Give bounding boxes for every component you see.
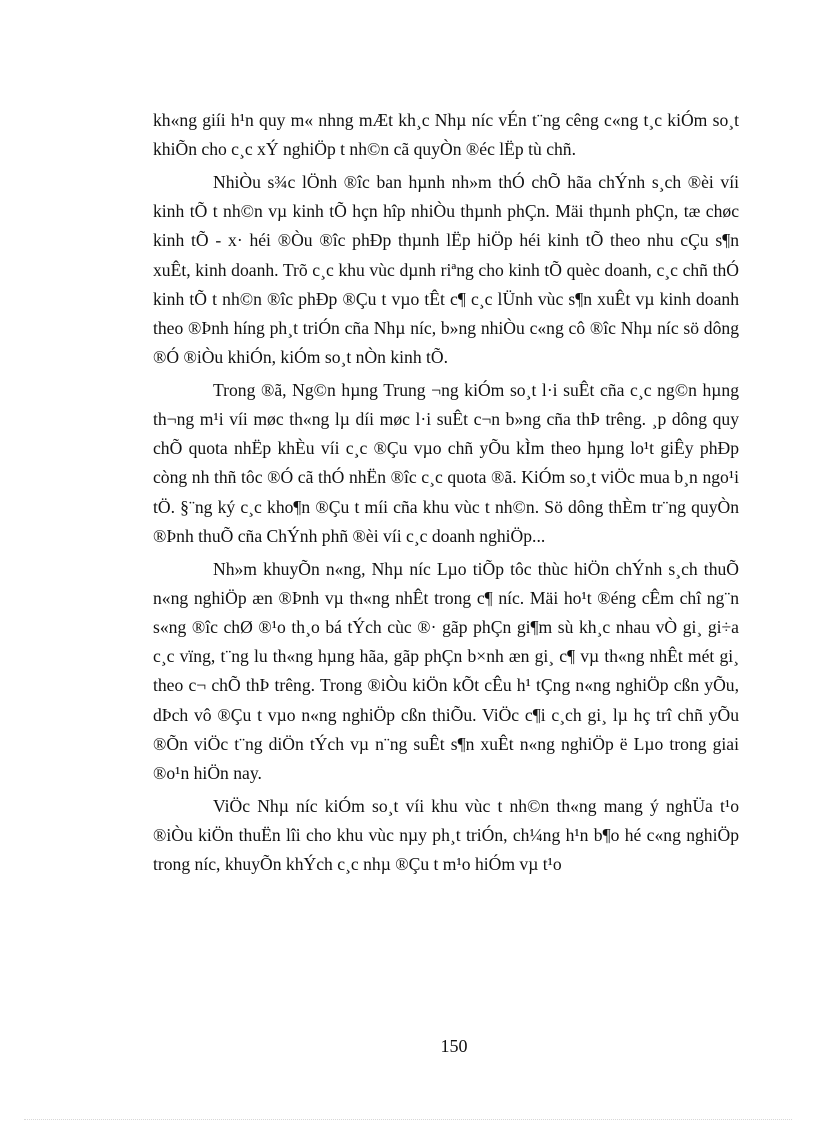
page-bottom-divider (24, 1119, 792, 1120)
paragraph-continuation: kh«ng giíi h¹n quy m« nhng mÆt kh¸c Nhµ níc vÉn t¨ng cêng c«ng t¸c kiÓm so¸t khiÕn cho c¸c xÝ nghiÖp t nh©n cã quyÒn ®éc lËp tù chñ. (153, 110, 739, 160)
paragraph-agriculture: Nh»m khuyÕn n«ng, Nhµ níc Lµo tiÕp tôc thùc hiÖn chÝnh s¸ch thuÕ n«ng nghiÖp æn ®Þnh vµ th«ng nhÊt trong c¶ níc. Mäi ho¹t ®éng cÊm chî ng¨n s«ng ®îc chØ ®¹o th¸o bá tÝch cùc ®· gãp phÇn gi¶m sù kh¸c nhau vÒ gi¸ gi÷a c¸c vïng, t¨ng lu th«ng hµng hãa, gãp phÇn b×nh æn gi¸ c¶ vµ th«ng nhÊt mét gi¸ theo c¬ chÕ thÞ trêng. Trong ®iÒu kiÖn kÕt cÊu h¹ tÇng n«ng nghiÖp cßn yÕu, dÞch vô ®Çu t vµo n«ng nghiÖp cßn thiÕu. ViÖc c¶i c¸ch gi¸ lµ hç trî chñ yÕu ®Õn viÖc t¨ng diÖn tÝch vµ n¨ng suÊt s¶n xuÊt n«ng nghiÖp ë Lµo trong giai ®o¹n hiÖn nay. (153, 558, 739, 783)
page-number: 150 (440, 1036, 468, 1056)
paragraph-private-sector: ViÖc Nhµ níc kiÓm so¸t víi khu vùc t nh©n th«ng mang ý nghÜa t¹o ®iÒu kiÖn thuËn lîi cho khu vùc nµy ph¸t triÓn, ch¼ng h¹n b¶o hé c«ng nghiÖp trong níc, khuyÕn khÝch c¸c nhµ ®Çu t m¹o hiÓm vµ t¹o (153, 795, 739, 875)
body-text (153, 106, 739, 879)
paragraph-central-bank: Trong ®ã, Ng©n hµng Trung ¬ng kiÓm so¸t l·i suÊt cña c¸c ng©n hµng th¬ng m¹i víi møc th«ng lµ díi møc l·i suÊt c¬n b»ng cña thÞ trêng. ¸p dông quy chÕ quota nhËp khÈu víi c¸c ®Çu vµo chñ yÕu kÌm theo hµng lo¹t giÊy phÐp còng nh thñ tôc ®Ó cã thÓ nhËn ®îc c¸c quota ®ã. KiÓm so¸t viÖc mua b¸n ngo¹i tÖ. §¨ng ký c¸c kho¶n ®Çu t míi cña khu vùc t nh©n. Sö dông thÈm tr¨ng quyÒn ®Þnh thuÕ cña ChÝnh phñ ®èi víi c¸c doanh nghiÖp... (153, 379, 739, 546)
paragraph-decrees: NhiÒu s¾c lÖnh ®îc ban hµnh nh»m thÓ chÕ hãa chÝnh s¸ch ®èi víi kinh tÕ t nh©n vµ kinh tÕ hçn hîp nhiÒu thµnh phÇn. Mäi thµnh phÇn, tæ chøc kinh tÕ - x· héi ®Òu ®îc phÐp thµnh lËp hiÖp héi kinh tÕ theo nhu cÇu s¶n xuÊt, kinh doanh. Trõ c¸c khu vùc dµnh riªng cho kinh tÕ quèc doanh, c¸c chñ thÓ kinh tÕ t nh©n ®îc phÐp ®Çu t vµo tÊt c¶ c¸c lÜnh vùc s¶n xuÊt vµ kinh doanh theo ®Þnh híng ph¸t triÓn cña Nhµ níc, b»ng nhiÒu c«ng cô ®îc Nhµ níc sö dông ®Ó ®iÒu khiÓn, kiÓm so¸t nÒn kinh tÕ. (153, 171, 739, 368)
